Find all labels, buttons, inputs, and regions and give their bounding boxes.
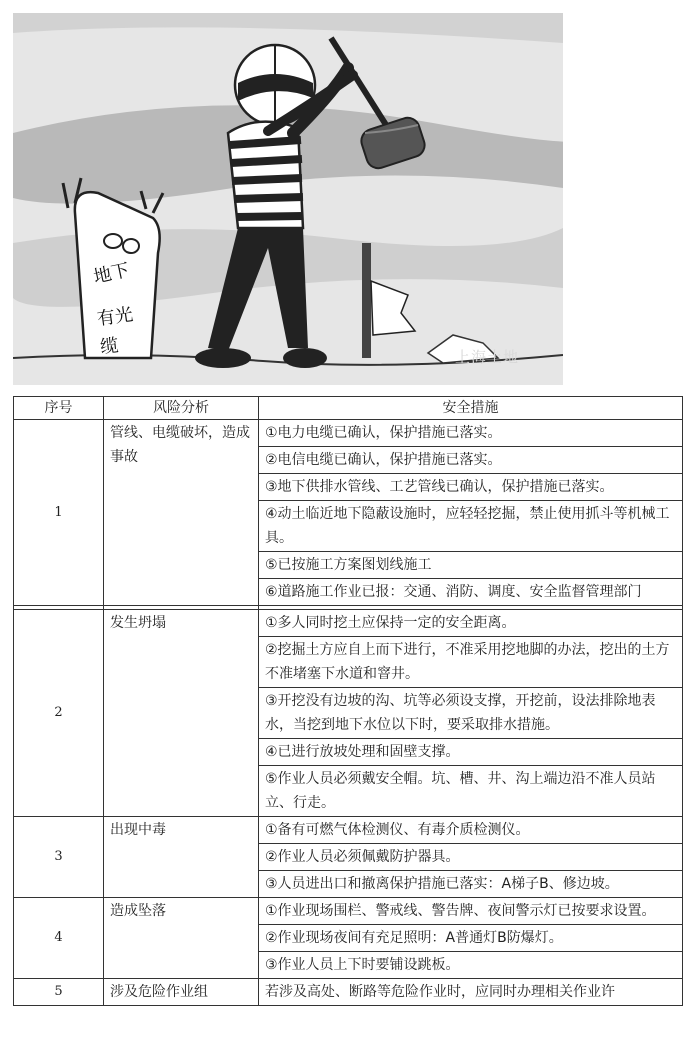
measure-cell: 若涉及高处、断路等危险作业时，应同时办理相关作业许 — [259, 979, 683, 1006]
seq-cell: 2 — [14, 610, 104, 817]
risk-cell: 涉及危险作业组 — [104, 979, 259, 1006]
header-risk: 风险分析 — [104, 397, 259, 420]
sign-text-2: 有光 — [95, 304, 135, 330]
measure-cell: ④动土临近地下隐蔽设施时，应轻轻挖掘，禁止使用抓斗等机械工具。 — [259, 501, 683, 552]
measure-cell: ①作业现场围栏、警戒线、警告牌、夜间警示灯已按要求设置。 — [259, 898, 683, 925]
risk-cell: 出现中毒 — [104, 817, 259, 898]
measure-cell: ②作业人员必须佩戴防护器具。 — [259, 844, 683, 871]
watermark-text: 上海土地 — [455, 348, 520, 366]
seq-cell: 1 — [14, 420, 104, 606]
table-row — [14, 610, 683, 637]
measure-cell: ①多人同时挖土应保持一定的安全距离。 — [259, 610, 683, 637]
header-seq: 序号 — [14, 397, 104, 420]
seq-cell: 3 — [14, 817, 104, 898]
measure-cell: ⑥道路施工作业已报：交通、消防、调度、安全监督管理部门 — [259, 579, 683, 606]
measure-cell: ⑤已按施工方案图划线施工 — [259, 552, 683, 579]
table-header-row — [14, 397, 683, 420]
risk-cell: 造成坠落 — [104, 898, 259, 979]
seq-cell: 5 — [14, 979, 104, 1006]
safety-measures-table — [13, 396, 683, 1006]
measure-cell: ③开挖没有边坡的沟、坑等必须设支撑，开挖前，设法排除地表水，当挖到地下水位以下时，要采取排水措施。 — [259, 688, 683, 739]
seq-cell: 4 — [14, 898, 104, 979]
measure-cell: ②电信电缆已确认，保护措施已落实。 — [259, 447, 683, 474]
risk-cell: 发生坍塌 — [104, 610, 259, 817]
measure-cell: ②挖掘土方应自上而下进行，不准采用挖地脚的办法，挖出的土方不准堵塞下水道和窨井。 — [259, 637, 683, 688]
risk-cell: 管线、电缆破坏，造成事故 — [104, 420, 259, 606]
sign-text-1: 地下 — [91, 259, 132, 288]
measure-cell: ③地下供排水管线、工艺管线已确认，保护措施已落实。 — [259, 474, 683, 501]
table-row — [14, 979, 683, 1006]
header-measures: 安全措施 — [259, 397, 683, 420]
measure-cell: ①备有可燃气体检测仪、有毒介质检测仪。 — [259, 817, 683, 844]
measure-cell: ③人员进出口和撤离保护措施已落实：A梯子B、修边坡。 — [259, 871, 683, 898]
table-row — [14, 817, 683, 844]
table-row — [14, 420, 683, 447]
measure-cell: ④已进行放坡处理和固壁支撑。 — [259, 739, 683, 766]
measure-cell: ①电力电缆已确认，保护措施已落实。 — [259, 420, 683, 447]
cartoon-illustration — [13, 13, 563, 385]
sign-text-3: 缆 — [99, 335, 120, 358]
table-row — [14, 898, 683, 925]
measure-cell: ②作业现场夜间有充足照明：A普通灯B防爆灯。 — [259, 925, 683, 952]
measure-cell: ⑤作业人员必须戴安全帽。坑、槽、井、沟上端边沿不准人员站立、行走。 — [259, 766, 683, 817]
measure-cell: ③作业人员上下时要铺设跳板。 — [259, 952, 683, 979]
